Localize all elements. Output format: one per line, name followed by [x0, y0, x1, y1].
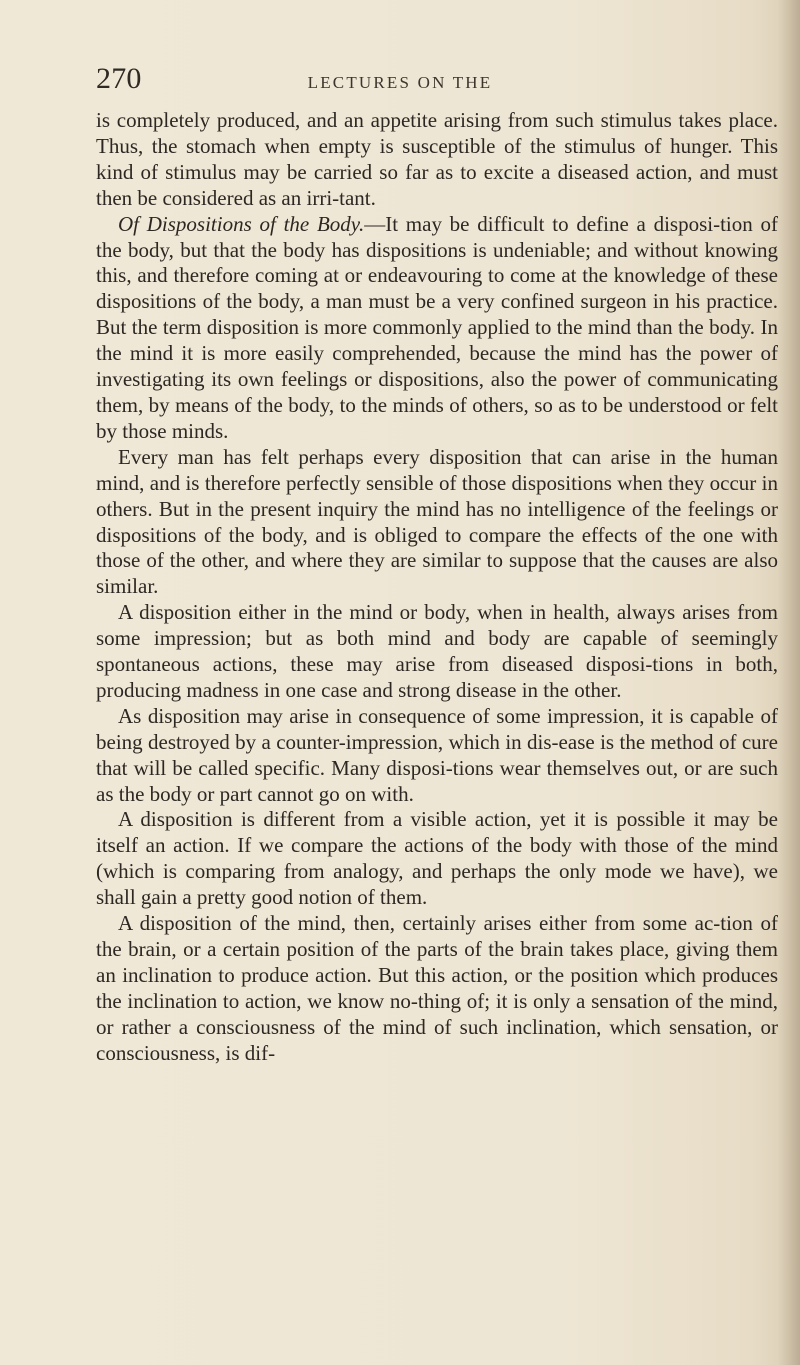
paragraph-text: —It may be difficult to define a disposi-tion of the body, but that the body has dispositions is undeniable; and without knowing this, and therefore coming at or endeavouring to come at the knowledge of these dispositions of the body, a man must be a very confined surgeon in his practice. But the term disposition is more commonly applied to the mind than the body. In the mind it is more easily comprehended, because the mind has the power of investigating its own feelings or dispositions, also the power of communicating them, by means of the body, to the minds of others, so as to be understood or felt by those minds.	[96, 211, 778, 443]
paragraph-text: Every man has felt perhaps every disposition that can arise in the human mind, and is therefore perfectly sensible of those dispositions when they occur in others. But in the present inquiry the mind has no intelligence of the feelings or dispositions of the body, and is obliged to compare the effects of the one with those of the other, and where they are similar to suppose that the causes are also similar.	[96, 444, 778, 599]
paragraph-text: A disposition is different from a visible action, yet it is possible it may be itself an action. If we compare the actions of the body with those of the mind (which is comparing from analogy, and perhaps the only mode we have), we shall gain a pretty good notion of them.	[96, 807, 778, 910]
page-header	[0, 62, 800, 102]
paragraph	[96, 212, 778, 445]
running-head: LECTURES ON THE	[307, 73, 493, 92]
paragraph	[96, 807, 778, 911]
paragraph	[96, 445, 778, 600]
paragraph-text: is completely produced, and an appetite arising from such stimulus takes place. Thus, the stomach when empty is susceptible of the stimulus of hunger. This kind of stimulus may be carried so far as to excite a diseased action, and must then be considered as an irri-tant.	[96, 108, 778, 210]
paragraph	[96, 704, 778, 808]
page-number: 270	[96, 62, 142, 95]
page-edge-shadow	[778, 0, 800, 1365]
paragraph-text: A disposition of the mind, then, certainly arises either from some ac-tion of the brain, or a certain position of the parts of the brain takes place, giving them an inclination to produce action. But this action, or the position which produces the inclination to action, we know no-thing of; it is only a sensation of the mind, or rather a consciousness of the mind of such inclination, which sensation, or consciousness, is dif-	[96, 911, 778, 1065]
section-heading: Of Dispositions of the Body.	[118, 211, 365, 236]
paragraph	[96, 600, 778, 704]
paragraph	[96, 108, 778, 212]
paragraph-text: A disposition either in the mind or body, when in health, always arises from some impression; but as both mind and body are capable of seemingly spontaneous actions, these may arise from diseased disposi-tions in both, producing madness in one case and strong disease in the other.	[96, 600, 778, 702]
body-text	[96, 108, 778, 1067]
paragraph-text: As disposition may arise in consequence of some impression, it is capable of being destroyed by a counter-impression, which in dis-ease is the method of cure that will be called specific. Many disposi-tions wear themselves out, or are such as the body or part cannot go on with.	[96, 703, 778, 806]
paragraph	[96, 911, 778, 1066]
